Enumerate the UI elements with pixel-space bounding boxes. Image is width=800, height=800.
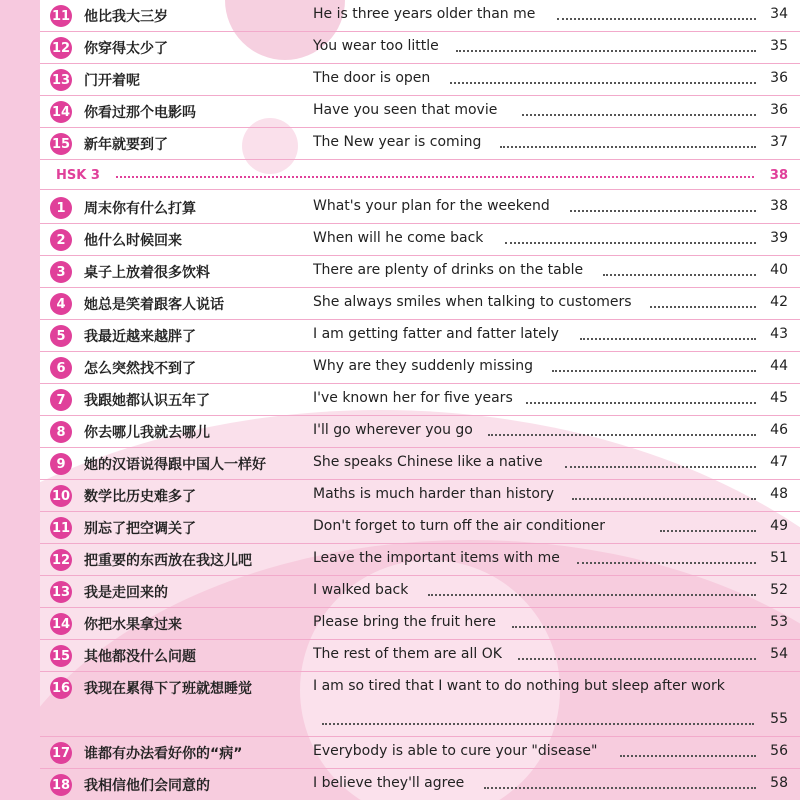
dot-leader [526,402,756,404]
item-number-badge: 1 [50,197,72,219]
chinese-phrase: 别忘了把空调关了 [84,521,196,537]
dot-leader [650,306,756,308]
list-item[interactable] [40,544,800,576]
dot-leader [620,755,756,757]
english-translation: What's your plan for the weekend [313,198,550,214]
page-number: 58 [770,775,788,791]
list-item[interactable] [40,320,800,352]
page-number: 40 [770,262,788,278]
dot-leader [500,146,756,148]
chinese-phrase: 我最近越来越胖了 [84,329,196,345]
item-number-badge: 12 [50,549,72,571]
chinese-phrase: 你穿得太少了 [84,41,168,57]
dot-leader [518,658,756,660]
chinese-phrase: 新年就要到了 [84,137,168,153]
list-item[interactable] [40,769,800,800]
english-translation: Please bring the fruit here [313,614,496,630]
dot-leader [505,242,756,244]
item-number-badge: 11 [50,517,72,539]
page-number: 37 [770,134,788,150]
page-number: 53 [770,614,788,630]
page-number: 34 [770,6,788,22]
list-item[interactable] [40,224,800,256]
page-number: 44 [770,358,788,374]
english-translation: She always smiles when talking to customers [313,294,632,310]
list-item-continuation [40,705,800,737]
item-number-badge: 10 [50,485,72,507]
chinese-phrase: 你看过那个电影吗 [84,105,196,121]
item-number-badge: 9 [50,453,72,475]
english-translation: The New year is coming [313,134,482,150]
english-translation: I'll go wherever you go [313,422,473,438]
list-item[interactable] [40,416,800,448]
english-translation: I walked back [313,582,409,598]
list-item[interactable] [40,64,800,96]
english-translation: Leave the important items with me [313,550,560,566]
english-translation: He is three years older than me [313,6,536,22]
english-translation: I believe they'll agree [313,775,465,791]
dot-leader [116,176,754,178]
item-number-badge: 16 [50,677,72,699]
item-number-badge: 15 [50,645,72,667]
chinese-phrase: 你把水果拿过来 [84,617,182,633]
list-item[interactable] [40,480,800,512]
dot-leader [580,338,756,340]
page-number: 49 [770,518,788,534]
dot-leader [603,274,756,276]
chinese-phrase: 我跟她都认识五年了 [84,393,210,409]
dot-leader [322,723,754,725]
english-translation: Don't forget to turn off the air conditioner [313,518,606,534]
list-item[interactable] [40,640,800,672]
page-number: 38 [769,168,788,183]
english-translation: The rest of them are all OK [313,646,502,662]
list-item[interactable] [40,192,800,224]
page-number: 36 [770,102,788,118]
list-item[interactable] [40,352,800,384]
list-item[interactable] [40,0,800,32]
dot-leader [488,434,756,436]
item-number-badge: 4 [50,293,72,315]
english-translation: You wear too little [313,38,439,54]
english-translation: I've known her for five years [313,390,513,406]
item-number-badge: 3 [50,261,72,283]
item-number-badge: 17 [50,742,72,764]
list-item[interactable] [40,288,800,320]
page-number: 55 [770,711,788,727]
page-number: 54 [770,646,788,662]
chinese-phrase: 怎么突然找不到了 [84,361,196,377]
item-number-badge: 6 [50,357,72,379]
chinese-phrase: 把重要的东西放在我这儿吧 [84,553,252,569]
list-item[interactable] [40,96,800,128]
english-translation: Why are they suddenly missing [313,358,534,374]
dot-leader [522,114,756,116]
item-number-badge: 2 [50,229,72,251]
english-translation: Maths is much harder than history [313,486,555,502]
chinese-phrase: 她的汉语说得跟中国人一样好 [84,457,266,473]
list-item[interactable] [40,576,800,608]
dot-leader [512,626,756,628]
page-number: 51 [770,550,788,566]
list-item[interactable] [40,608,800,640]
dot-leader [557,18,756,20]
page-number: 36 [770,70,788,86]
page-number: 38 [770,198,788,214]
page-number: 47 [770,454,788,470]
item-number-badge: 13 [50,581,72,603]
english-translation: When will he come back [313,230,484,246]
dot-leader [484,787,756,789]
section-title: HSK 3 [56,168,100,183]
list-item[interactable] [40,32,800,64]
page-number: 42 [770,294,788,310]
item-number-badge: 5 [50,325,72,347]
chinese-phrase: 桌子上放着很多饮料 [84,265,210,281]
chinese-phrase: 数学比历史难多了 [84,489,196,505]
page-number: 39 [770,230,788,246]
list-item[interactable] [40,128,800,160]
list-item[interactable] [40,256,800,288]
chinese-phrase: 其他都没什么问题 [84,649,196,665]
chinese-phrase: 你去哪儿我就去哪儿 [84,425,210,441]
dot-leader [552,370,756,372]
item-number-badge: 7 [50,389,72,411]
section-header-hsk3[interactable] [40,160,800,190]
dot-leader [572,498,756,500]
dot-leader [660,530,756,532]
page-number: 46 [770,422,788,438]
chinese-phrase: 谁都有办法看好你的“病” [84,746,243,762]
page-number: 48 [770,486,788,502]
english-translation: She speaks Chinese like a native [313,454,543,470]
item-number-badge: 14 [50,613,72,635]
list-item[interactable] [40,512,800,544]
chinese-phrase: 他什么时候回来 [84,233,182,249]
english-translation: Everybody is able to cure your "disease" [313,743,598,759]
english-translation: I am so tired that I want to do nothing but sleep after work [313,678,725,694]
english-translation: I am getting fatter and fatter lately [313,326,559,342]
english-translation: There are plenty of drinks on the table [313,262,584,278]
page-number: 35 [770,38,788,54]
page-number: 45 [770,390,788,406]
list-item[interactable] [40,448,800,480]
chinese-phrase: 她总是笑着跟客人说话 [84,297,224,313]
page-number: 52 [770,582,788,598]
chinese-phrase: 我现在累得下了班就想睡觉 [84,681,252,697]
list-item[interactable] [40,384,800,416]
dot-leader [565,466,756,468]
english-translation: Have you seen that movie [313,102,498,118]
chinese-phrase: 门开着呢 [84,73,140,89]
item-number-badge: 18 [50,774,72,796]
dot-leader [428,594,756,596]
dot-leader [577,562,756,564]
chinese-phrase: 他比我大三岁 [84,9,168,25]
item-number-badge: 8 [50,421,72,443]
dot-leader [456,50,756,52]
item-number-badge: 13 [50,69,72,91]
page-number: 56 [770,743,788,759]
chinese-phrase: 我是走回来的 [84,585,168,601]
item-number-badge: 11 [50,5,72,27]
list-item[interactable] [40,672,800,704]
chinese-phrase: 周末你有什么打算 [84,201,196,217]
english-translation: The door is open [313,70,431,86]
dot-leader [570,210,756,212]
table-of-contents-page [40,0,800,800]
list-item[interactable] [40,737,800,769]
item-number-badge: 14 [50,101,72,123]
page-number: 43 [770,326,788,342]
divider [40,189,800,190]
dot-leader [450,82,756,84]
item-number-badge: 12 [50,37,72,59]
chinese-phrase: 我相信他们会同意的 [84,778,210,794]
item-number-badge: 15 [50,133,72,155]
